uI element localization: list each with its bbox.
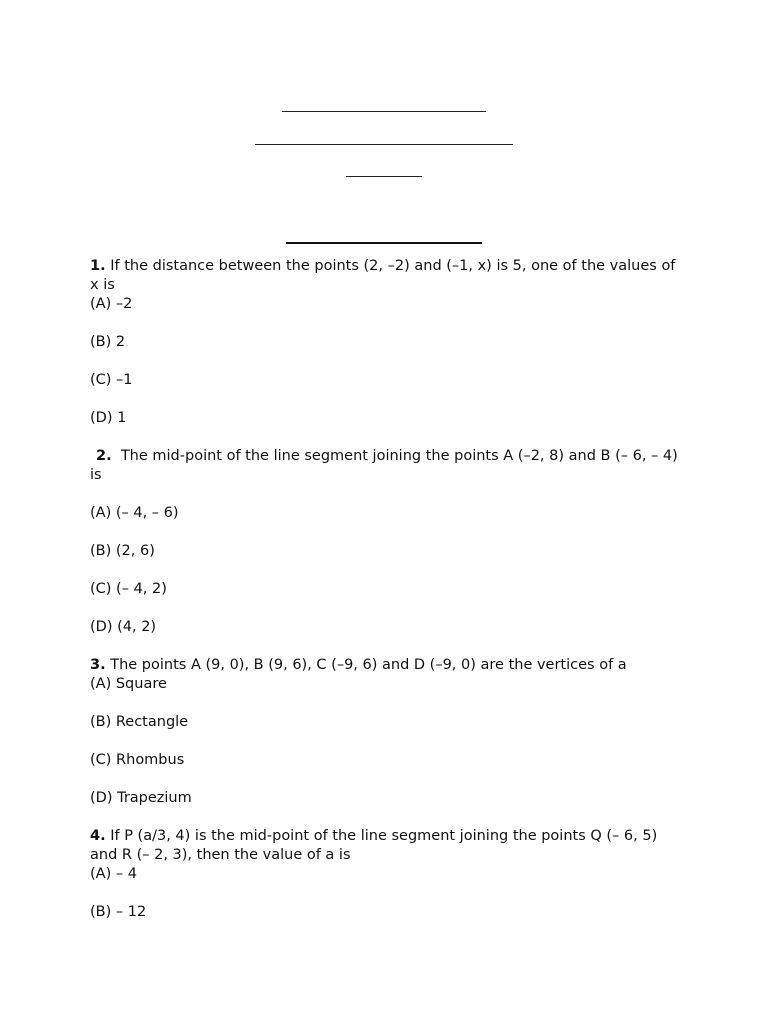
question-2-option-b: (B) (2, 6) <box>90 543 155 559</box>
question-3-text: 3. The points A (9, 0), B (9, 6), C (–9, 6) and D (–9, 0) are the vertices of a <box>90 657 627 673</box>
question-1-text: 1. If the distance between the points (2, –2) and (–1, x) is 5, one of the values of x is <box>90 258 676 293</box>
header-rule-2 <box>255 144 513 145</box>
question-2 <box>90 447 685 656</box>
question-2-option-d: (D) (4, 2) <box>90 619 157 635</box>
question-3-option-a: (A) Square <box>90 676 167 692</box>
header-rule-3 <box>346 176 422 177</box>
question-4-number: 4. <box>90 828 106 844</box>
question-1-option-b: (B) 2 <box>90 334 126 350</box>
header-rule-1 <box>282 111 486 112</box>
question-3-number: 3. <box>90 657 106 673</box>
question-4-option-a: (A) – 4 <box>90 866 137 882</box>
question-2-text: 2. The mid-point of the line segment joining the points A (–2, 8) and B (– 6, – 4) is <box>90 448 678 483</box>
question-4-text: 4. If P (a/3, 4) is the mid-point of the line segment joining the points Q (– 6, 5) and R (– 2, 3), then the value of a is <box>90 828 658 863</box>
title-rule <box>286 242 482 244</box>
question-1-option-d: (D) 1 <box>90 410 127 426</box>
question-1 <box>90 257 685 447</box>
question-3 <box>90 656 685 827</box>
question-2-option-a: (A) (– 4, – 6) <box>90 505 179 521</box>
question-1-number: 1. <box>90 258 106 274</box>
question-list <box>90 257 685 922</box>
question-1-option-c: (C) –1 <box>90 372 133 388</box>
question-4 <box>90 827 685 922</box>
question-1-option-a: (A) –2 <box>90 296 133 312</box>
question-4-option-b: (B) – 12 <box>90 904 147 920</box>
question-3-option-b: (B) Rectangle <box>90 714 189 730</box>
question-3-option-d: (D) Trapezium <box>90 790 192 806</box>
question-2-number: 2. <box>96 448 112 464</box>
question-2-option-c: (C) (– 4, 2) <box>90 581 167 597</box>
question-3-option-c: (C) Rhombus <box>90 752 185 768</box>
